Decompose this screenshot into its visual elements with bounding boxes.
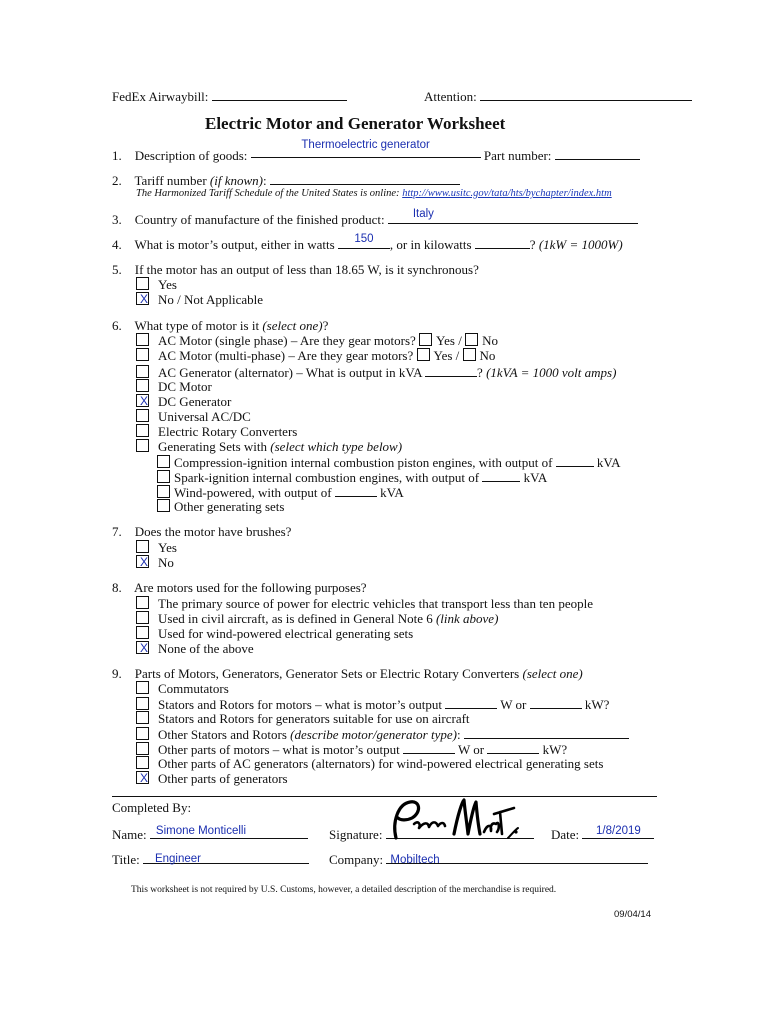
q9-o2-w-input[interactable] — [445, 696, 497, 709]
q9-number: 9. — [112, 666, 122, 681]
q6-label-italic: (select one) — [262, 318, 323, 333]
watts-value: 150 — [354, 233, 374, 245]
q9-option-5 — [136, 741, 567, 757]
company-label: Company: — [329, 852, 384, 867]
page-title: Electric Motor and Generator Worksheet — [205, 114, 506, 133]
q6-label: What type of motor is it — [134, 318, 260, 333]
date-label: Date: — [551, 827, 580, 842]
spark-label: Spark-ignition internal combustion engines, with output of — [174, 470, 480, 485]
q7-no-checkmark: X — [140, 555, 149, 569]
question-3 — [112, 208, 638, 227]
attention-field — [424, 88, 692, 104]
spark-checkbox[interactable] — [157, 470, 170, 483]
universal-checkbox[interactable] — [136, 409, 149, 422]
wind-unit: kVA — [380, 485, 404, 500]
q5-no-option[interactable] — [136, 292, 263, 307]
q6-other-option[interactable] — [157, 499, 284, 514]
q6-wind-option — [157, 484, 404, 500]
wind-kva-input[interactable] — [335, 484, 377, 497]
q9-o2-kw: kW? — [584, 697, 610, 712]
q8-o4-checkbox[interactable] — [136, 641, 149, 654]
q9-option-2 — [136, 696, 609, 712]
q9-o5-label: Other parts of motors – what is motor’s output — [158, 742, 400, 757]
q9-o5-checkbox[interactable] — [136, 742, 149, 755]
q9-o6-checkbox[interactable] — [136, 756, 149, 769]
signature-label: Signature: — [329, 827, 383, 842]
hts-link[interactable]: http://www.usitc.gov/tata/hts/bychapter/index.htm — [402, 188, 612, 199]
signature-image — [388, 794, 538, 844]
date-value: 1/8/2019 — [596, 825, 641, 837]
q9-o5-w-input[interactable] — [403, 741, 455, 754]
q4-label: What is motor’s output, either in watts — [134, 237, 335, 252]
q2-label-italic: (if known) — [209, 173, 263, 188]
q9-option-3[interactable] — [136, 711, 470, 726]
ac-single-yes-label: Yes / — [436, 333, 462, 348]
hts-note-text: The Harmonized Tariff Schedule of the United States is online: — [136, 188, 400, 199]
spark-unit: kVA — [523, 470, 548, 485]
q6-ac-single-option — [136, 333, 498, 348]
kilowatts-input[interactable] — [475, 236, 530, 249]
q4-note: (1kW = 1000W) — [538, 237, 623, 252]
ac-single-gear-no-checkbox[interactable] — [465, 333, 478, 346]
ac-multi-checkbox[interactable] — [136, 348, 149, 361]
q5-yes-option[interactable] — [136, 277, 177, 292]
q9-o4-label: Other Stators and Rotors — [158, 727, 287, 742]
ac-multi-gear-yes-checkbox[interactable] — [417, 348, 430, 361]
q2-number: 2. — [112, 173, 122, 188]
tariff-input[interactable] — [270, 172, 460, 185]
dc-generator-label: DC Generator — [158, 394, 232, 409]
question-7 — [112, 524, 291, 539]
q9-o5-kw-input[interactable] — [487, 741, 539, 754]
q9-label-note: (select one) — [522, 666, 583, 681]
q6-universal-option[interactable] — [136, 409, 251, 424]
ac-multi-gear-no-checkbox[interactable] — [463, 348, 476, 361]
ac-single-checkbox[interactable] — [136, 333, 149, 346]
gensets-note: (select which type below) — [270, 439, 403, 454]
q8-option-2[interactable] — [136, 611, 498, 626]
q5-no-checkmark: X — [140, 292, 149, 306]
dc-generator-checkbox[interactable] — [136, 394, 149, 407]
description-input[interactable] — [251, 139, 481, 158]
ac-gen-note: (1kVA = 1000 volt amps) — [486, 365, 617, 380]
universal-label: Universal AC/DC — [158, 409, 251, 424]
title-field — [112, 851, 309, 867]
q9-o3-label: Stators and Rotors for generators suitable for use on aircraft — [158, 711, 470, 726]
name-label: Name: — [112, 827, 147, 842]
q9-option-1[interactable] — [136, 681, 229, 696]
q9-o4-note: (describe motor/generator type) — [290, 727, 457, 742]
q9-option-6[interactable] — [136, 756, 603, 771]
kva-input[interactable] — [425, 364, 477, 377]
ac-gen-end: ? — [477, 365, 483, 380]
ac-generator-label: AC Generator (alternator) – What is output in kVA — [158, 365, 422, 380]
attention-label: Attention: — [424, 89, 477, 104]
q5-no-label: No / Not Applicable — [158, 292, 264, 307]
q1-label: Description of goods: — [134, 148, 248, 163]
q8-number: 8. — [112, 580, 122, 595]
ac-multi-label: AC Motor (multi-phase) – Are they gear motors? — [158, 348, 414, 363]
q4-number: 4. — [112, 237, 122, 252]
q7-yes-label: Yes — [158, 540, 177, 555]
ac-multi-yes-label: Yes / — [433, 348, 460, 363]
q8-option-3[interactable] — [136, 626, 413, 641]
q9-label: Parts of Motors, Generators, Generator Sets or Electric Rotary Converters — [134, 666, 520, 681]
q6-ac-multi-option — [136, 348, 495, 363]
q9-option-7[interactable] — [136, 771, 288, 786]
question-5 — [112, 262, 479, 277]
dc-motor-checkbox[interactable] — [136, 379, 149, 392]
q7-label: Does the motor have brushes? — [134, 524, 292, 539]
q8-label: Are motors used for the following purposes? — [134, 580, 367, 595]
airwaybill-label: FedEx Airwaybill: — [112, 89, 209, 104]
country-input[interactable] — [388, 208, 638, 224]
ac-multi-no-label: No — [479, 348, 496, 363]
q5-number: 5. — [112, 262, 122, 277]
ac-single-gear-yes-checkbox[interactable] — [419, 333, 432, 346]
watts-input[interactable] — [338, 233, 390, 249]
form-version: 09/04/14 — [614, 909, 651, 920]
q5-no-checkbox[interactable] — [136, 292, 149, 305]
wind-checkbox[interactable] — [157, 485, 170, 498]
q7-no-label: No — [158, 555, 174, 570]
q8-o3-label: Used for wind-powered electrical generating sets — [158, 626, 414, 641]
name-input[interactable] — [150, 826, 308, 839]
q5-label: If the motor has an output of less than 18.65 W, is it synchronous? — [134, 262, 479, 277]
airwaybill-field — [112, 88, 347, 104]
dc-motor-label: DC Motor — [158, 379, 212, 394]
part-number-input[interactable] — [555, 147, 640, 160]
q2-colon: : — [262, 173, 267, 188]
q5-yes-label: Yes — [158, 277, 177, 292]
q9-o4-input[interactable] — [464, 726, 629, 739]
question-1 — [112, 139, 640, 163]
q9-o7-label: Other parts of generators — [158, 771, 288, 786]
compression-unit: kVA — [596, 455, 621, 470]
q9-o5-w: W or — [457, 742, 485, 757]
company-value: Mobiltech — [390, 854, 440, 866]
q9-option-4 — [136, 726, 629, 742]
other-gensets-checkbox[interactable] — [157, 499, 170, 512]
rotary-label: Electric Rotary Converters — [158, 424, 298, 439]
q6-rotary-option[interactable] — [136, 424, 297, 439]
q9-o1-checkbox[interactable] — [136, 681, 149, 694]
title-input[interactable] — [143, 851, 309, 864]
q6-spark-option — [157, 469, 547, 485]
q4-end: ? — [529, 237, 536, 252]
q2-label: Tariff number — [134, 173, 207, 188]
question-4 — [112, 233, 623, 252]
description-value: Thermoelectric generator — [301, 139, 430, 151]
part-number-label: Part number: — [483, 148, 552, 163]
ac-generator-checkbox[interactable] — [136, 365, 149, 378]
ac-single-no-label: No — [482, 333, 498, 348]
q8-o3-checkbox[interactable] — [136, 626, 149, 639]
q4-mid: , or in kilowatts — [389, 237, 472, 252]
q9-o2-label: Stators and Rotors for motors – what is motor’s output — [158, 697, 442, 712]
gensets-label: Generating Sets with — [158, 439, 268, 454]
q9-o2-w: W or — [500, 697, 527, 712]
question-8 — [112, 580, 367, 595]
q9-o4-colon: : — [456, 727, 461, 742]
rotary-checkbox[interactable] — [136, 424, 149, 437]
ac-single-label: AC Motor (single phase) – Are they gear motors? — [158, 333, 416, 348]
q8-option-1[interactable] — [136, 596, 593, 611]
gensets-checkbox[interactable] — [136, 439, 149, 452]
q7-no-option[interactable] — [136, 555, 174, 570]
q6-label-end: ? — [322, 318, 329, 333]
dc-generator-checkmark: X — [140, 394, 149, 408]
q8-option-4[interactable] — [136, 641, 254, 656]
wind-label: Wind-powered, with output of — [174, 485, 332, 500]
section-divider — [112, 796, 657, 797]
footer-note: This worksheet is not required by U.S. Customs, however, a detailed description of the merchandise is required. — [131, 885, 557, 895]
q7-number: 7. — [112, 524, 122, 539]
q8-o1-label: The primary source of power for electric vehicles that transport less than ten people — [158, 596, 593, 611]
compression-checkbox[interactable] — [157, 455, 170, 468]
q5-yes-checkbox[interactable] — [136, 277, 149, 290]
spark-kva-input[interactable] — [482, 469, 520, 482]
attention-input[interactable] — [480, 88, 692, 101]
q8-o1-checkbox[interactable] — [136, 596, 149, 609]
q9-o7-checkbox[interactable] — [136, 771, 149, 784]
q7-yes-option[interactable] — [136, 540, 177, 555]
q7-no-checkbox[interactable] — [136, 555, 149, 568]
q9-o2-kw-input[interactable] — [530, 696, 582, 709]
q9-o7-checkmark: X — [140, 771, 149, 785]
question-9 — [112, 666, 583, 681]
q8-o4-label: None of the above — [158, 641, 254, 656]
date-input[interactable] — [582, 826, 654, 839]
q6-number: 6. — [112, 318, 122, 333]
compression-label: Compression-ignition internal combustion piston engines, with output of — [174, 455, 553, 470]
question-6 — [112, 318, 328, 333]
date-field — [551, 826, 654, 842]
title-label: Title: — [112, 852, 140, 867]
q6-ac-gen-option — [136, 364, 616, 380]
other-gensets-label: Other generating sets — [174, 499, 285, 514]
hts-note — [136, 186, 612, 201]
q6-compression-option — [157, 454, 621, 470]
name-value: Simone Monticelli — [155, 825, 247, 837]
q8-o2-label: Used in civil aircraft, as is defined in General Note 6 — [158, 611, 433, 626]
q9-o6-label: Other parts of AC generators (alternators) for wind-powered electrical generating sets — [158, 756, 604, 771]
q3-number: 3. — [112, 212, 122, 227]
airwaybill-input[interactable] — [212, 88, 347, 101]
company-input[interactable] — [386, 851, 648, 864]
q3-label: Country of manufacture of the finished product: — [134, 212, 385, 227]
country-value: Italy — [412, 208, 434, 220]
q1-number: 1. — [112, 148, 122, 163]
q9-o1-label: Commutators — [158, 681, 229, 696]
q6-dc-motor-option[interactable] — [136, 379, 212, 394]
q7-yes-checkbox[interactable] — [136, 540, 149, 553]
title-value: Engineer — [154, 853, 201, 865]
completed-by-label: Completed By: — [112, 800, 192, 815]
q9-o4-checkbox[interactable] — [136, 727, 149, 740]
q8-o2-note: (link above) — [435, 611, 499, 626]
q9-o5-kw: kW? — [542, 742, 568, 757]
q6-gensets-option[interactable] — [136, 439, 402, 454]
q9-o3-checkbox[interactable] — [136, 711, 149, 724]
q9-o2-checkbox[interactable] — [136, 697, 149, 710]
q8-o2-checkbox[interactable] — [136, 611, 149, 624]
company-field — [329, 851, 648, 867]
compression-kva-input[interactable] — [556, 454, 594, 467]
name-field — [112, 826, 308, 842]
q6-dc-gen-option[interactable] — [136, 394, 231, 409]
q8-o4-checkmark: X — [140, 641, 149, 655]
